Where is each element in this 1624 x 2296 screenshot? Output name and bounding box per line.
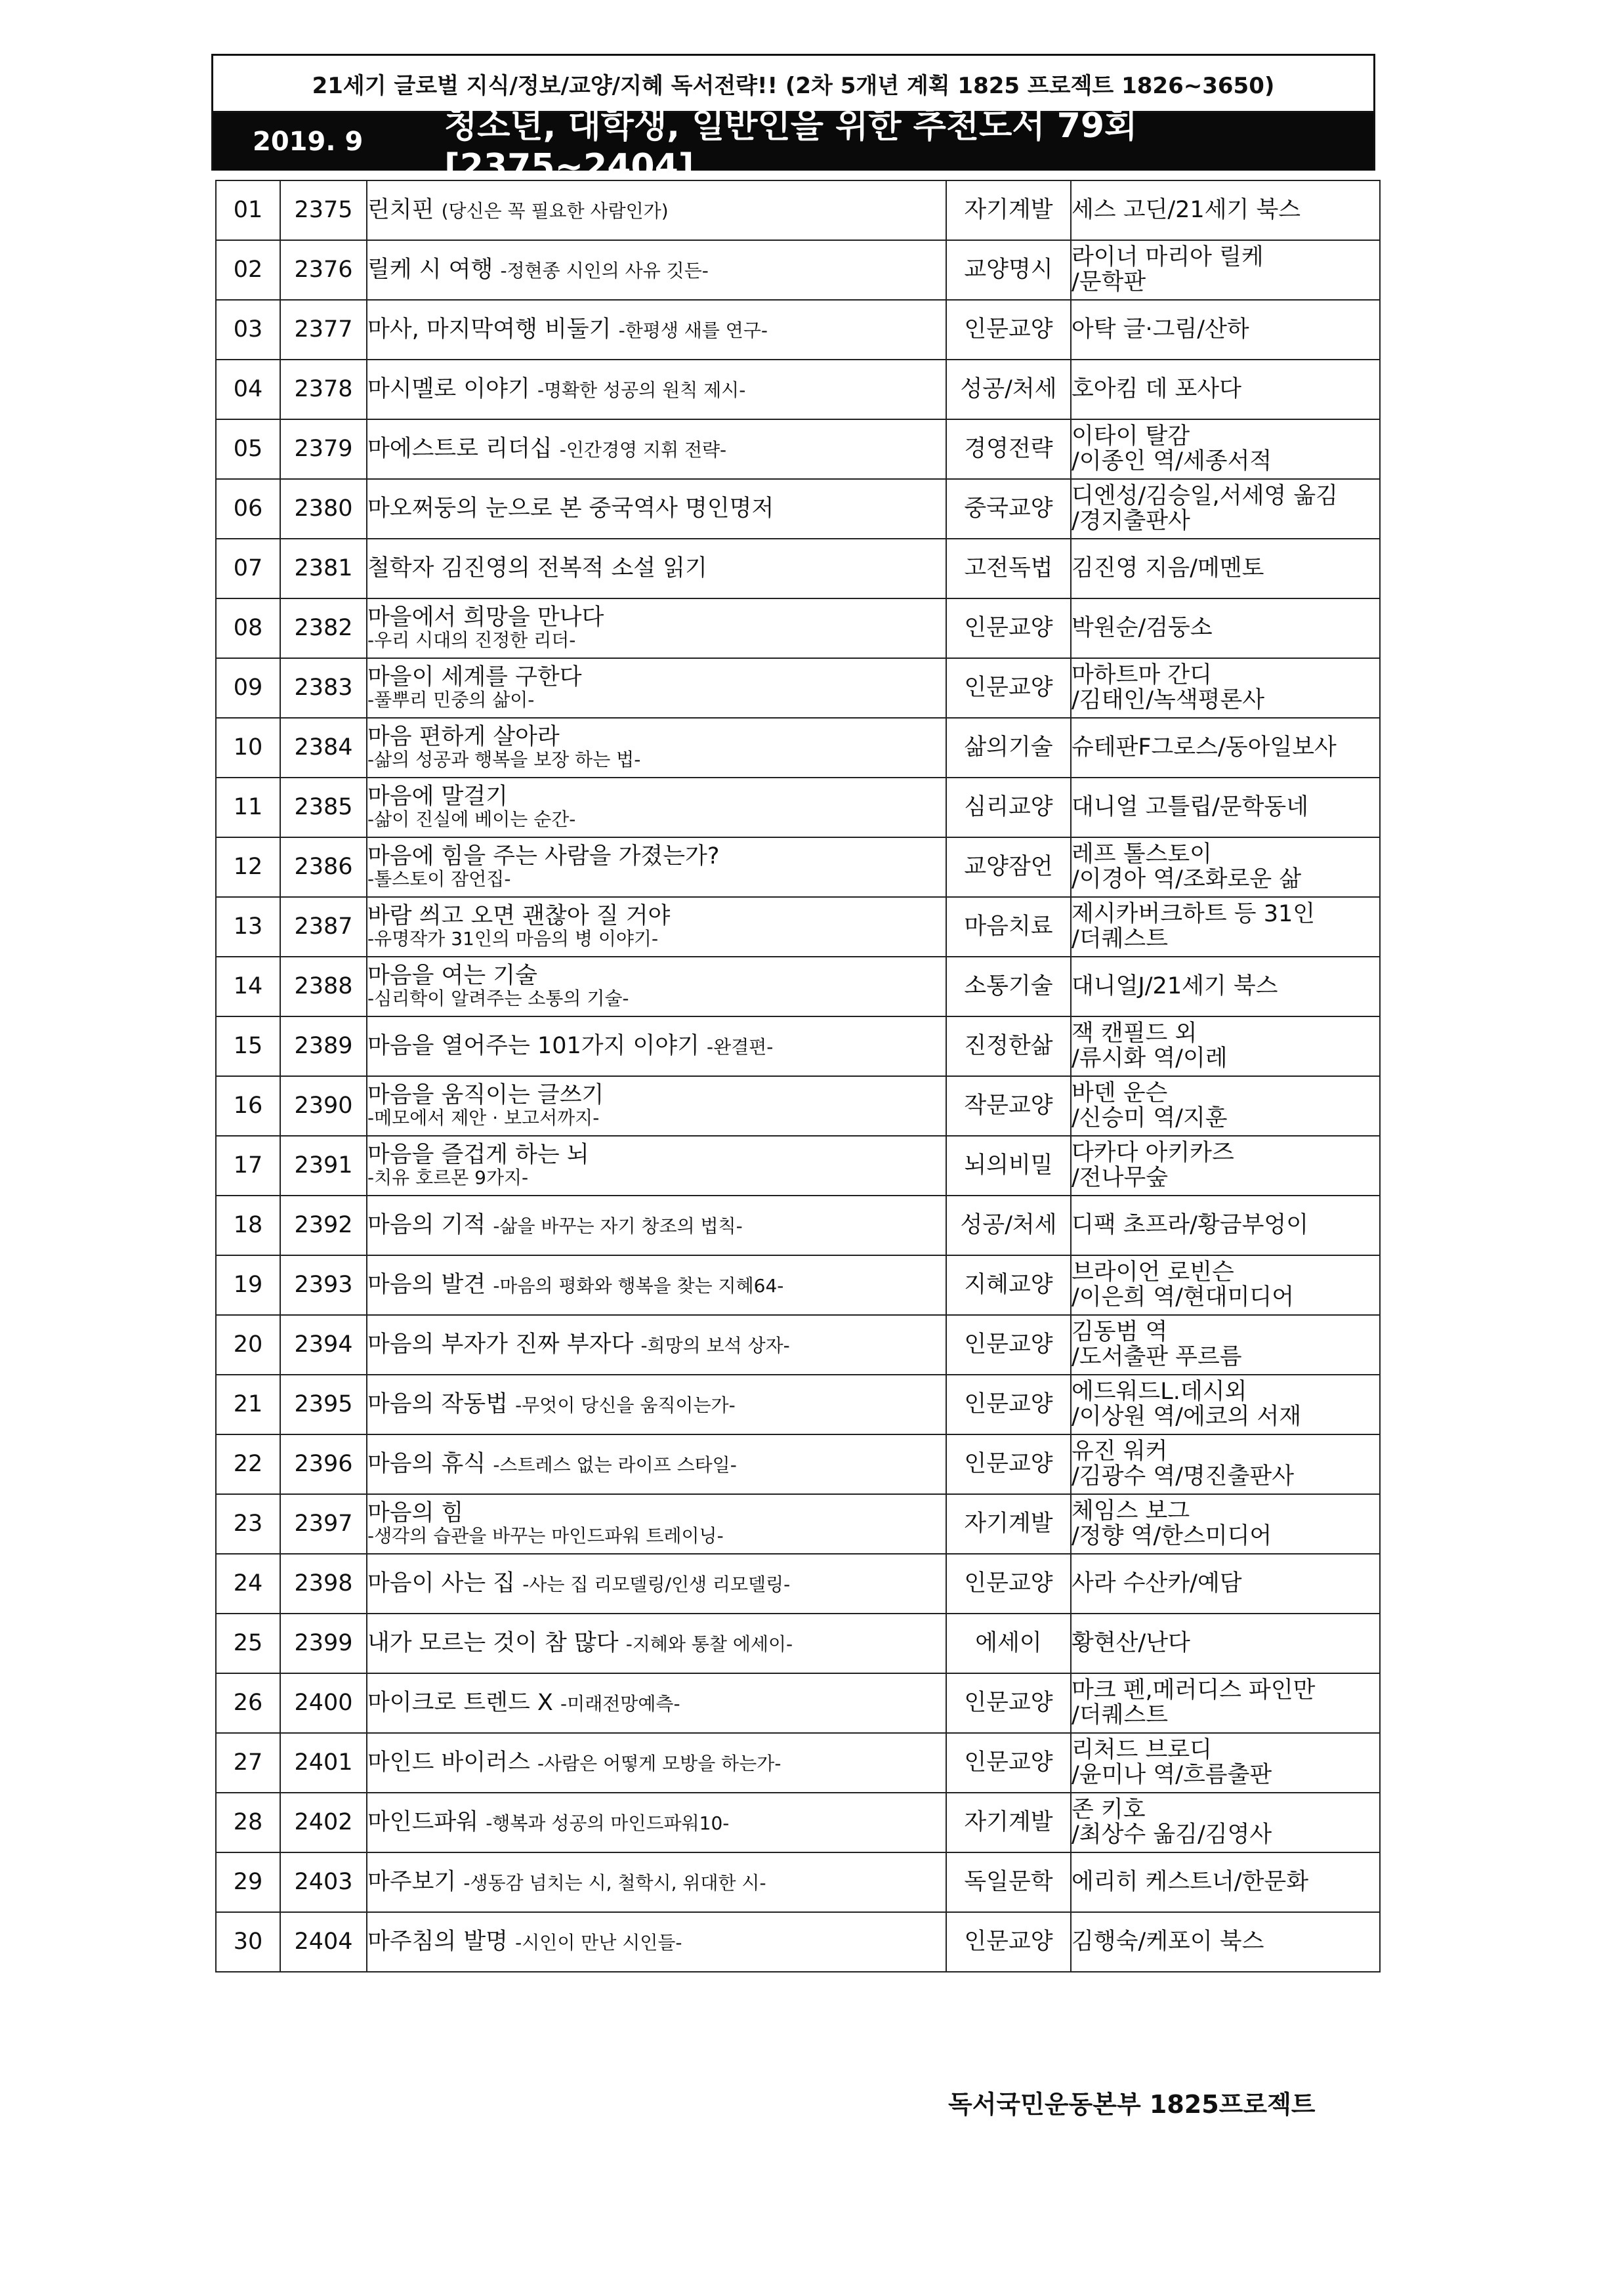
row-number: 29 [216, 1852, 280, 1912]
book-author: 에드워드L.데시외 /이상원 역/에코의 서재 [1071, 1375, 1380, 1434]
table-row [216, 778, 1380, 837]
book-title: 릴케 시 여행 [367, 256, 493, 283]
table-row [216, 539, 1380, 598]
row-number: 02 [216, 240, 280, 300]
table-row [216, 957, 1380, 1016]
book-title-cell [367, 1673, 946, 1733]
book-code: 2380 [280, 479, 367, 539]
row-number: 27 [216, 1733, 280, 1793]
book-author: 체임스 보그 /정향 역/한스미디어 [1071, 1494, 1380, 1554]
book-title: 마음을 열어주는 101가지 이야기 [367, 1032, 699, 1059]
book-subtitle: -삶을 바꾸는 자기 창조의 법칙- [493, 1215, 743, 1237]
book-subtitle: -풀뿌리 민중의 삶이- [367, 689, 535, 711]
book-title-cell [367, 718, 946, 778]
book-code: 2376 [280, 240, 367, 300]
book-title-cell [367, 419, 946, 479]
book-title: 마음의 부자가 진짜 부자다 [367, 1331, 634, 1358]
book-title-cell [367, 598, 946, 658]
page-title: 청소년, 대학생, 일반인을 위한 추천도서 79회 [2375~2404] [444, 106, 1138, 186]
row-number: 12 [216, 837, 280, 897]
book-title: 마이크로 트렌드 X [367, 1689, 553, 1716]
book-title-cell [367, 1494, 946, 1554]
book-title-cell [367, 1733, 946, 1793]
book-category: 마음치료 [946, 897, 1071, 957]
book-category: 진정한삶 [946, 1016, 1071, 1076]
book-author: 대니얼J/21세기 북스 [1071, 957, 1380, 1016]
book-author: 다카다 아키카즈 /전나무숲 [1071, 1136, 1380, 1196]
book-title-cell [367, 837, 946, 897]
book-code: 2375 [280, 180, 367, 240]
row-number: 06 [216, 479, 280, 539]
book-category: 인문교양 [946, 1554, 1071, 1614]
table-row [216, 1434, 1380, 1494]
book-author: 김행숙/케포이 북스 [1071, 1912, 1380, 1972]
book-subtitle: -인간경영 지휘 전략- [559, 438, 727, 461]
book-subtitle: -톨스토이 잠언집- [367, 868, 511, 890]
row-number: 24 [216, 1554, 280, 1614]
book-title-cell [367, 658, 946, 718]
book-code: 2384 [280, 718, 367, 778]
book-title: 마시멜로 이야기 [367, 375, 530, 402]
book-author: 디엔성/김승일,서세영 옮김 /경지출판사 [1071, 479, 1380, 539]
book-code: 2377 [280, 300, 367, 360]
book-category: 성공/처세 [946, 1196, 1071, 1255]
book-author: 레프 톨스토이 /이경아 역/조화로운 삶 [1071, 837, 1380, 897]
row-number: 04 [216, 360, 280, 419]
book-category: 독일문학 [946, 1852, 1071, 1912]
book-category: 인문교양 [946, 1434, 1071, 1494]
book-author: 마하트마 간디 /김태인/녹색평론사 [1071, 658, 1380, 718]
book-code: 2391 [280, 1136, 367, 1196]
table-row [216, 1016, 1380, 1076]
row-number: 15 [216, 1016, 280, 1076]
book-author: 아탁 글·그림/산하 [1071, 300, 1380, 360]
book-subtitle: -완결편- [707, 1035, 774, 1058]
book-title-cell [367, 1076, 946, 1136]
book-code: 2390 [280, 1076, 367, 1136]
book-title: 린치핀 [367, 196, 434, 223]
book-title: 마음 편하게 살아라 [367, 724, 560, 751]
book-title: 마음을 여는 기술 [367, 963, 537, 990]
book-title-cell [367, 479, 946, 539]
book-title-cell [367, 1196, 946, 1255]
book-subtitle: -치유 호르몬 9가지- [367, 1167, 529, 1189]
book-author: 사라 수산카/예담 [1071, 1554, 1380, 1614]
row-number: 19 [216, 1255, 280, 1315]
row-number: 05 [216, 419, 280, 479]
book-category: 경영전략 [946, 419, 1071, 479]
book-subtitle: -사람은 어떻게 모방을 하는가- [537, 1752, 781, 1774]
book-subtitle: -한평생 새를 연구- [618, 319, 768, 341]
row-number: 21 [216, 1375, 280, 1434]
book-code: 2397 [280, 1494, 367, 1554]
book-code: 2392 [280, 1196, 367, 1255]
book-code: 2403 [280, 1852, 367, 1912]
book-author: 마크 펜,메러디스 파인만 /더퀘스트 [1071, 1673, 1380, 1733]
book-code: 2394 [280, 1315, 367, 1375]
table-row [216, 1912, 1380, 1972]
book-title: 마음을 움직이는 글쓰기 [367, 1082, 604, 1109]
row-number: 26 [216, 1673, 280, 1733]
row-number: 20 [216, 1315, 280, 1375]
row-number: 23 [216, 1494, 280, 1554]
book-title: 마인드 바이러스 [367, 1749, 530, 1776]
book-title: 마을이 세계를 구한다 [367, 664, 582, 691]
book-category: 자기계발 [946, 1793, 1071, 1852]
book-code: 2388 [280, 957, 367, 1016]
book-title: 마을에서 희망을 만나다 [367, 604, 604, 631]
book-code: 2385 [280, 778, 367, 837]
book-title: 마음에 힘을 주는 사람을 가졌는가? [367, 843, 720, 870]
book-title: 마사, 마지막여행 비둘기 [367, 316, 612, 343]
book-category: 뇌의비밀 [946, 1136, 1071, 1196]
book-category: 교양잠언 [946, 837, 1071, 897]
table-row [216, 1494, 1380, 1554]
book-author: 김동범 역 /도서출판 푸르름 [1071, 1315, 1380, 1375]
book-code: 2389 [280, 1016, 367, 1076]
table-row [216, 1852, 1380, 1912]
table-row [216, 1136, 1380, 1196]
book-title-cell [367, 957, 946, 1016]
book-author: 황현산/난다 [1071, 1614, 1380, 1673]
book-code: 2402 [280, 1793, 367, 1852]
row-number: 28 [216, 1793, 280, 1852]
book-subtitle: -정현종 시인의 사유 깃든- [500, 259, 709, 282]
book-subtitle: -우리 시대의 진정한 리더- [367, 629, 576, 652]
book-title: 마인드파워 [367, 1808, 479, 1835]
book-table [215, 180, 1381, 1972]
book-title: 마주침의 발명 [367, 1928, 508, 1955]
book-subtitle: -무엇이 당신을 움직이는가- [515, 1394, 736, 1416]
book-title-cell [367, 1315, 946, 1375]
table-row [216, 718, 1380, 778]
book-subtitle: -시인이 만난 시인들- [515, 1931, 682, 1953]
book-category: 지혜교양 [946, 1255, 1071, 1315]
header-subtitle: 21세기 글로벌 지식/정보/교양/지혜 독서전략!! (2차 5개년 계획 1825 프로젝트 1826~3650) [213, 56, 1373, 113]
footer-org: 독서국민운동본부 1825프로젝트 [948, 2090, 1316, 2119]
book-subtitle: -생동감 넘치는 시, 철학시, 위대한 시- [463, 1871, 766, 1894]
book-title-cell [367, 180, 946, 240]
table-row [216, 1673, 1380, 1733]
row-number: 22 [216, 1434, 280, 1494]
book-code: 2399 [280, 1614, 367, 1673]
table-row [216, 1255, 1380, 1315]
row-number: 01 [216, 180, 280, 240]
book-code: 2386 [280, 837, 367, 897]
book-category: 인문교양 [946, 1375, 1071, 1434]
book-subtitle: -명확한 성공의 원칙 제시- [537, 379, 746, 401]
book-title-cell [367, 539, 946, 598]
book-title-cell [367, 1016, 946, 1076]
book-category: 자기계발 [946, 1494, 1071, 1554]
book-category: 자기계발 [946, 180, 1071, 240]
book-category: 중국교양 [946, 479, 1071, 539]
book-title: 마음을 즐겁게 하는 뇌 [367, 1142, 589, 1169]
book-title: 마음의 발견 [367, 1271, 486, 1298]
book-title: 마음에 말걸기 [367, 783, 508, 810]
book-author: 존 키호 /최상수 옮김/김영사 [1071, 1793, 1380, 1852]
book-category: 교양명시 [946, 240, 1071, 300]
row-number: 16 [216, 1076, 280, 1136]
book-author: 슈테판F그로스/동아일보사 [1071, 718, 1380, 778]
book-code: 2387 [280, 897, 367, 957]
book-category: 인문교양 [946, 598, 1071, 658]
book-subtitle: -메모에서 제안 · 보고서까지- [367, 1107, 600, 1129]
book-subtitle: -생각의 습관을 바꾸는 마인드파워 트레이닝- [367, 1525, 724, 1547]
book-title-cell [367, 1375, 946, 1434]
row-number: 18 [216, 1196, 280, 1255]
book-category: 성공/처세 [946, 360, 1071, 419]
table-row [216, 180, 1380, 240]
book-category: 인문교양 [946, 1733, 1071, 1793]
table-row [216, 598, 1380, 658]
book-title-cell [367, 360, 946, 419]
book-author: 디팩 초프라/황금부엉이 [1071, 1196, 1380, 1255]
row-number: 30 [216, 1912, 280, 1972]
book-code: 2400 [280, 1673, 367, 1733]
row-number: 13 [216, 897, 280, 957]
table-row [216, 1554, 1380, 1614]
book-code: 2398 [280, 1554, 367, 1614]
book-title-cell [367, 1136, 946, 1196]
row-number: 10 [216, 718, 280, 778]
table-row [216, 897, 1380, 957]
table-row [216, 360, 1380, 419]
book-title: 마주보기 [367, 1868, 457, 1895]
row-number: 03 [216, 300, 280, 360]
book-title: 마음의 작동법 [367, 1390, 508, 1417]
book-category: 심리교양 [946, 778, 1071, 837]
book-category: 인문교양 [946, 1315, 1071, 1375]
book-author: 라이너 마리아 릴케 /문학판 [1071, 240, 1380, 300]
book-code: 2381 [280, 539, 367, 598]
book-title-cell [367, 1554, 946, 1614]
table-row [216, 479, 1380, 539]
book-title: 마음이 사는 집 [367, 1570, 516, 1597]
book-title: 내가 모르는 것이 참 많다 [367, 1629, 619, 1656]
header-title-bar [213, 106, 1373, 186]
book-author: 브라이언 로빈슨 /이은희 역/현대미디어 [1071, 1255, 1380, 1315]
book-code: 2395 [280, 1375, 367, 1434]
book-author: 이타이 탈감 /이종인 역/세종서적 [1071, 419, 1380, 479]
book-code: 2379 [280, 419, 367, 479]
book-title-cell [367, 300, 946, 360]
book-author: 세스 고딘/21세기 북스 [1071, 180, 1380, 240]
book-author: 바덴 운슨 /신승미 역/지훈 [1071, 1076, 1380, 1136]
book-subtitle: -지혜와 통찰 에세이- [625, 1633, 793, 1655]
book-category: 인문교양 [946, 1673, 1071, 1733]
book-category: 인문교양 [946, 300, 1071, 360]
book-subtitle: -행복과 성공의 마인드파워10- [486, 1812, 730, 1834]
book-category: 작문교양 [946, 1076, 1071, 1136]
book-subtitle: -사는 집 리모델링/인생 리모델링- [522, 1573, 791, 1595]
book-title-cell [367, 1434, 946, 1494]
book-title-cell [367, 778, 946, 837]
book-title: 철학자 김진영의 전복적 소설 읽기 [367, 554, 707, 581]
book-title-cell [367, 240, 946, 300]
table-row [216, 300, 1380, 360]
book-subtitle: -스트레스 없는 라이프 스타일- [493, 1453, 737, 1476]
book-code: 2396 [280, 1434, 367, 1494]
table-row [216, 240, 1380, 300]
document-header [211, 54, 1375, 186]
row-number: 09 [216, 658, 280, 718]
book-code: 2401 [280, 1733, 367, 1793]
book-code: 2378 [280, 360, 367, 419]
book-title: 마오쩌둥의 눈으로 본 중국역사 명인명저 [367, 495, 774, 522]
table-row [216, 1315, 1380, 1375]
book-author: 유진 워커 /김광수 역/명진출판사 [1071, 1434, 1380, 1494]
book-author: 리처드 브로디 /윤미나 역/흐름출판 [1071, 1733, 1380, 1793]
book-subtitle: -삶의 성공과 행복을 보장 하는 법- [367, 749, 641, 771]
table-row [216, 1793, 1380, 1852]
book-author: 김진영 지음/메멘토 [1071, 539, 1380, 598]
book-category: 에세이 [946, 1614, 1071, 1673]
book-title: 바람 씌고 오면 괜찮아 질 거야 [367, 903, 671, 930]
book-category: 소통기술 [946, 957, 1071, 1016]
table-row [216, 658, 1380, 718]
book-category: 인문교양 [946, 1912, 1071, 1972]
row-number: 11 [216, 778, 280, 837]
book-author: 잭 캔필드 외 /류시화 역/이레 [1071, 1016, 1380, 1076]
book-subtitle: -미래전망예측- [560, 1692, 680, 1715]
book-title-cell [367, 1255, 946, 1315]
book-code: 2382 [280, 598, 367, 658]
book-code: 2404 [280, 1912, 367, 1972]
book-title: 마에스트로 리더십 [367, 435, 552, 462]
book-title-cell [367, 1614, 946, 1673]
table-row [216, 837, 1380, 897]
book-title-cell [367, 897, 946, 957]
book-title-cell [367, 1793, 946, 1852]
book-author: 호아킴 데 포사다 [1071, 360, 1380, 419]
issue-date: 2019. 9 [253, 127, 364, 157]
book-category: 삶의기술 [946, 718, 1071, 778]
table-row [216, 1375, 1380, 1434]
book-subtitle: (당신은 꼭 필요한 사람인가) [441, 199, 669, 222]
book-subtitle: -마음의 평화와 행복을 찾는 지혜64- [493, 1274, 784, 1297]
row-number: 17 [216, 1136, 280, 1196]
book-subtitle: -심리학이 알려주는 소통의 기술- [367, 988, 629, 1010]
book-subtitle: -희망의 보석 상자- [640, 1334, 790, 1356]
book-code: 2393 [280, 1255, 367, 1315]
book-title-cell [367, 1912, 946, 1972]
book-author: 박원순/검둥소 [1071, 598, 1380, 658]
book-title-cell [367, 1852, 946, 1912]
book-title: 마음의 기적 [367, 1211, 486, 1238]
book-subtitle: -삶이 진실에 베이는 순간- [367, 808, 576, 831]
table-row [216, 1614, 1380, 1673]
book-author: 에리히 케스트너/한문화 [1071, 1852, 1380, 1912]
row-number: 08 [216, 598, 280, 658]
book-author: 대니얼 고틀립/문학동네 [1071, 778, 1380, 837]
book-category: 인문교양 [946, 658, 1071, 718]
book-category: 고전독법 [946, 539, 1071, 598]
row-number: 07 [216, 539, 280, 598]
book-code: 2383 [280, 658, 367, 718]
table-row [216, 1733, 1380, 1793]
book-author: 제시카버크하트 등 31인 /더퀘스트 [1071, 897, 1380, 957]
book-title: 마음의 힘 [367, 1500, 464, 1527]
table-row [216, 1076, 1380, 1136]
row-number: 14 [216, 957, 280, 1016]
table-row [216, 419, 1380, 479]
table-row [216, 1196, 1380, 1255]
row-number: 25 [216, 1614, 280, 1673]
book-subtitle: -유명작가 31인의 마음의 병 이야기- [367, 928, 659, 950]
book-title: 마음의 휴식 [367, 1450, 486, 1477]
